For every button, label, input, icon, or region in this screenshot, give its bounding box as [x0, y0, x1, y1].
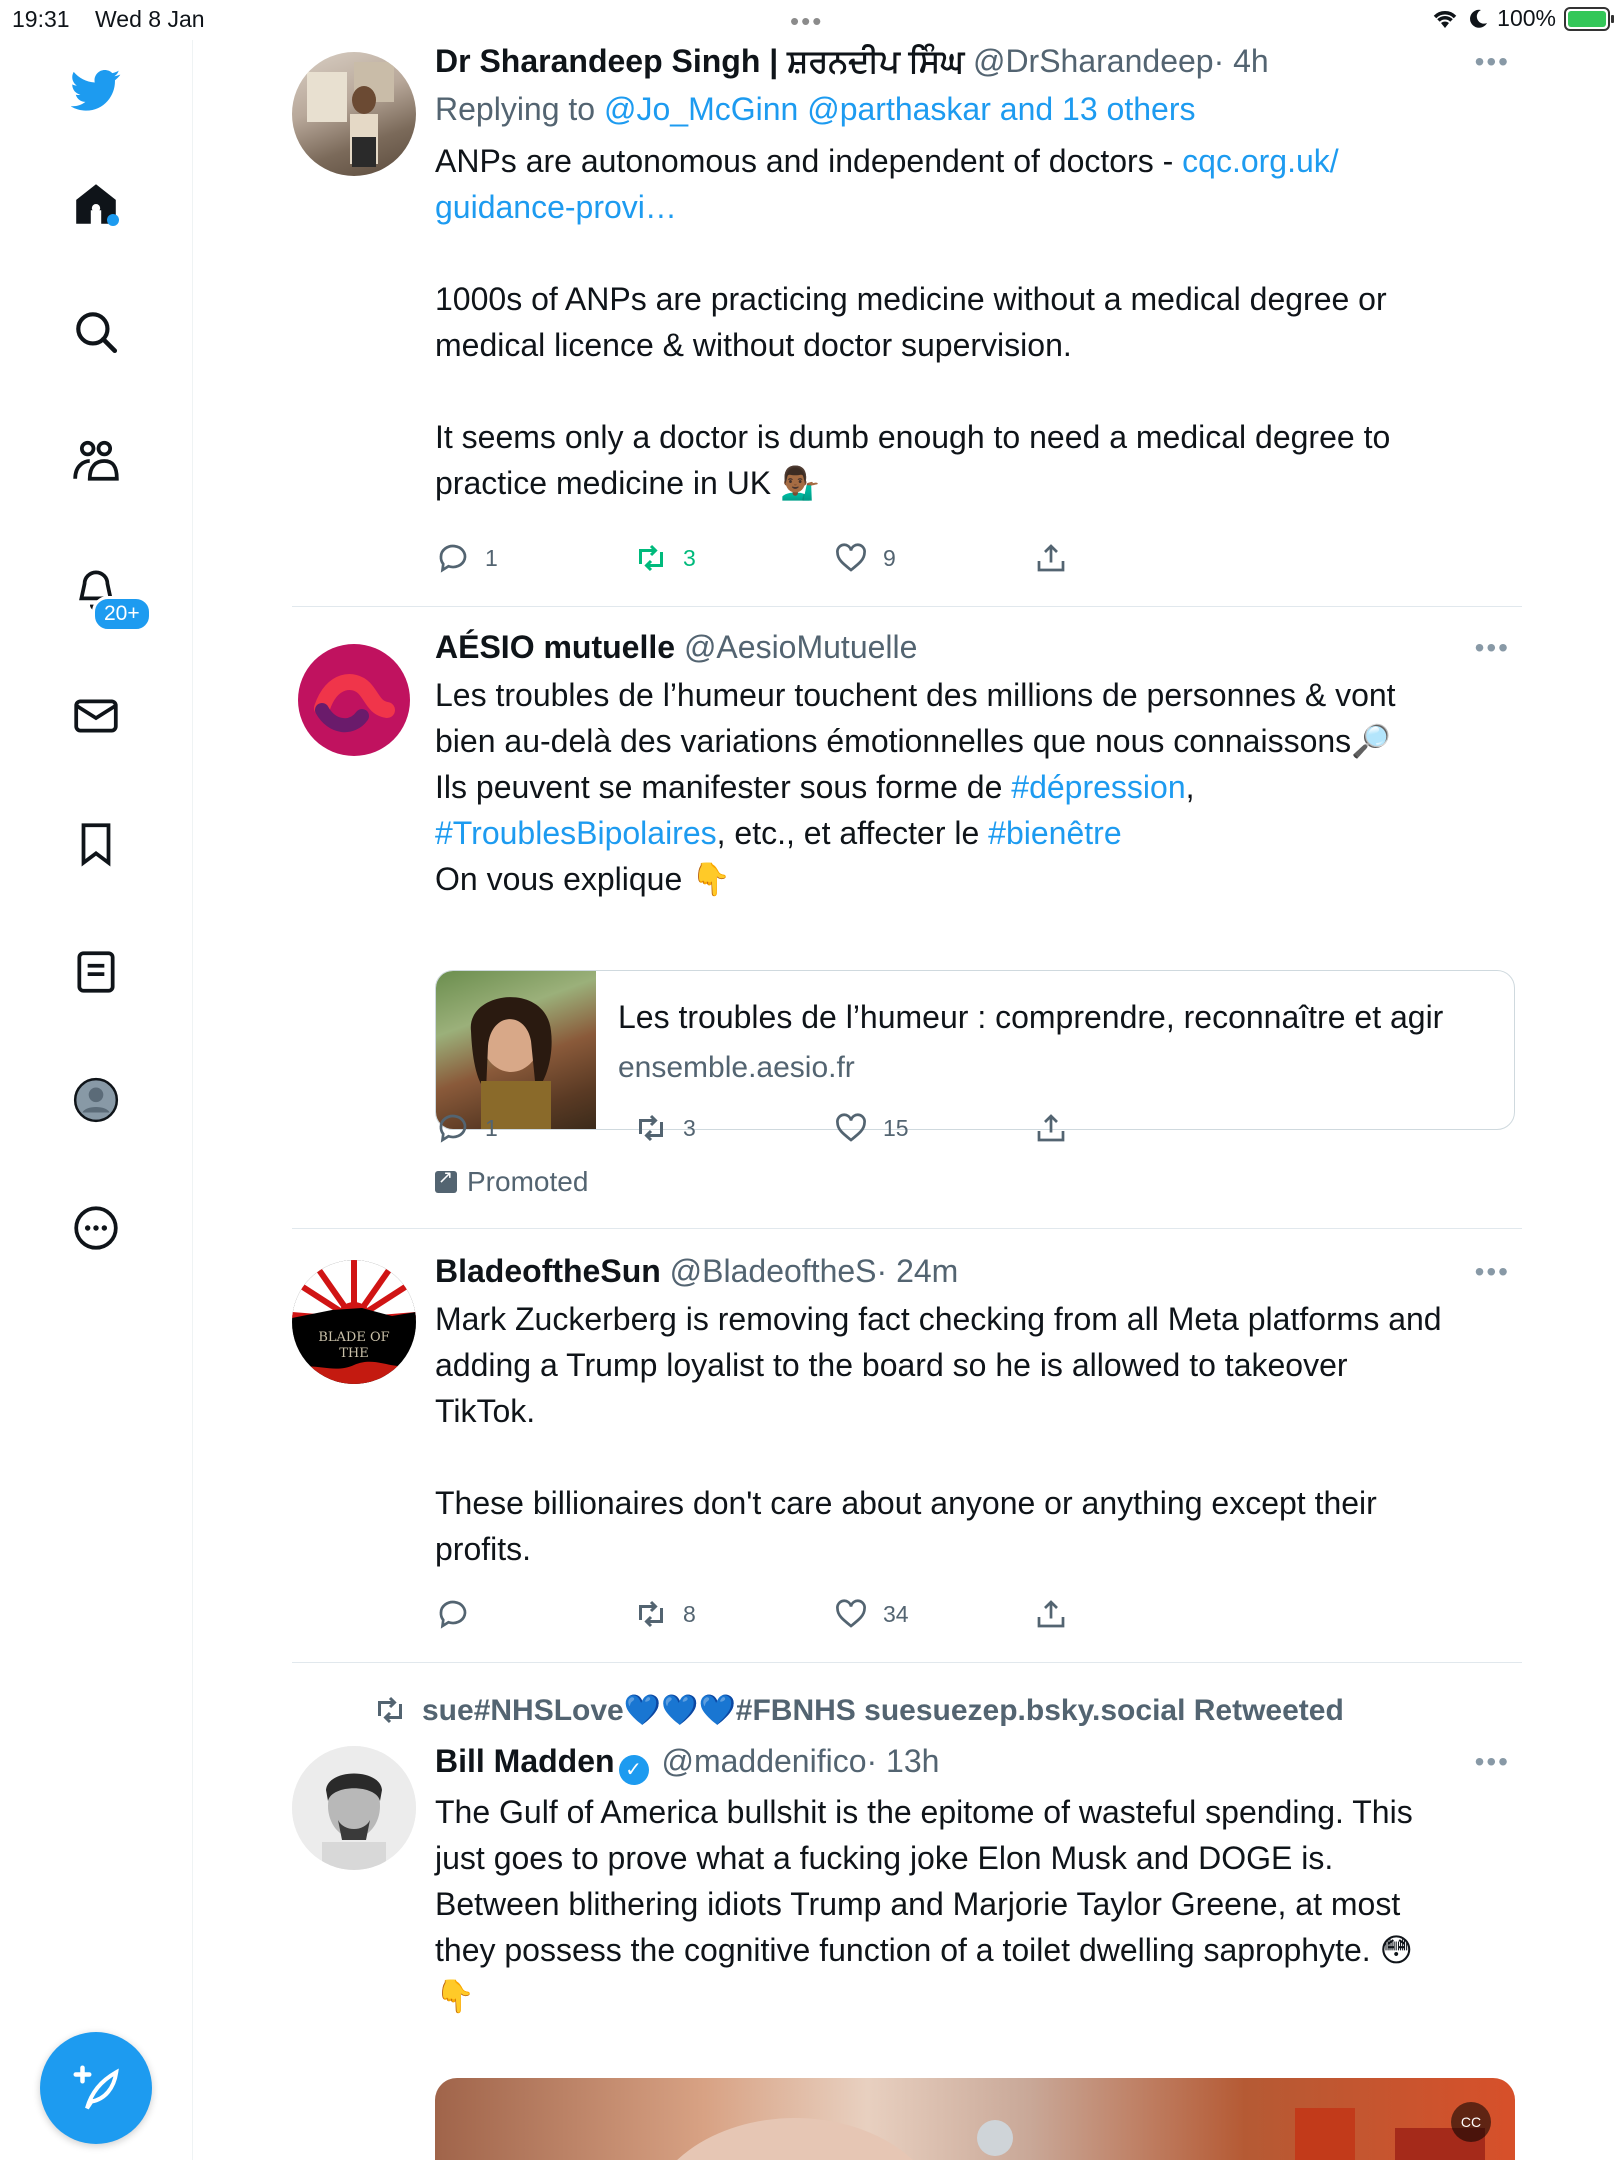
- retweet-button[interactable]: [633, 540, 696, 576]
- wifi-icon: [1431, 8, 1459, 30]
- sidebar: [0, 40, 193, 2160]
- reply-count: 1: [485, 1114, 498, 1141]
- tweet-more-icon[interactable]: •••: [1474, 1256, 1510, 1287]
- compose-feather-icon: [69, 2061, 123, 2115]
- link-card-title: Les troubles de l’humeur : comprendre, reconnaître et agir: [618, 999, 1444, 1035]
- more-options-icon[interactable]: [60, 1192, 132, 1264]
- tweet-actions: [435, 1110, 1335, 1150]
- retweet-icon: [633, 1110, 669, 1146]
- tweet-header: [435, 1250, 1515, 1292]
- compose-tweet-button[interactable]: [40, 2032, 152, 2144]
- tweet-divider: [292, 606, 1522, 607]
- multitask-dots[interactable]: •••: [790, 6, 824, 36]
- promoted-icon: [435, 1171, 457, 1193]
- share-icon: [1033, 1110, 1069, 1146]
- author-handle[interactable]: @AesioMutuelle: [683, 629, 918, 665]
- retweet-icon: [633, 540, 669, 576]
- tweet-text-part: ,: [1185, 769, 1195, 805]
- tweet-avatar[interactable]: [292, 1260, 416, 1384]
- reply-button[interactable]: [435, 540, 498, 576]
- heart-icon: [833, 540, 869, 576]
- reply-icon: [435, 1596, 471, 1632]
- like-count: 34: [883, 1600, 909, 1627]
- author-name[interactable]: Bill Madden: [435, 1743, 615, 1779]
- tweet-header: [435, 626, 1515, 668]
- reply-icon: [435, 540, 471, 576]
- tweet-line: Les troubles de l’humeur touchent des millions de personnes & vont: [435, 677, 1396, 713]
- notifications-badge: 20+: [92, 596, 152, 632]
- reply-button[interactable]: [435, 1596, 471, 1632]
- reply-button[interactable]: [435, 1110, 498, 1146]
- profile-avatar-icon[interactable]: [60, 1064, 132, 1136]
- reply-icon: [435, 1110, 471, 1146]
- tweet-line: [435, 764, 1515, 810]
- promoted-text: Promoted: [467, 1166, 589, 1197]
- search-icon[interactable]: [60, 296, 132, 368]
- moon-icon: [1467, 8, 1489, 30]
- tweet-text-part: 1000s of ANPs are practicing medicine without a medical degree or medical licence & without doctor supervision. It seems only a doctor is dumb enough to need a medical degree to practice medicine in UK 💁🏾‍♂️: [435, 281, 1391, 501]
- hashtag-link[interactable]: #TroublesBipolaires: [435, 815, 717, 851]
- tweet-header: [435, 1740, 1515, 1785]
- retweet-button[interactable]: [633, 1110, 696, 1146]
- battery-icon: [1564, 7, 1610, 31]
- retweet-icon: [633, 1596, 669, 1632]
- tweet-line: [435, 810, 1515, 856]
- author-name[interactable]: AÉSIO mutuelle: [435, 629, 676, 665]
- tweet-avatar[interactable]: [292, 1746, 416, 1870]
- author-handle[interactable]: @DrSharandeep: [972, 43, 1214, 79]
- link-card-domain: ensemble.aesio.fr: [618, 1051, 855, 1084]
- heart-icon: [833, 1110, 869, 1146]
- share-button[interactable]: [1033, 540, 1069, 576]
- battery-percent: 100%: [1497, 5, 1556, 31]
- share-button[interactable]: [1033, 1596, 1069, 1632]
- retweet-count: 8: [683, 1600, 696, 1627]
- heart-icon: [833, 1596, 869, 1632]
- tweet-header: [435, 40, 1515, 82]
- bookmarks-icon[interactable]: [60, 808, 132, 880]
- status-date: Wed 8 Jan: [95, 6, 205, 32]
- status-bar: [0, 0, 1620, 40]
- closed-captions-button[interactable]: CC: [1451, 2102, 1491, 2142]
- share-icon: [1033, 540, 1069, 576]
- tweet-text: [435, 672, 1515, 902]
- retweet-button[interactable]: [633, 1596, 696, 1632]
- tweet-text: [435, 138, 1515, 506]
- tweet-more-icon[interactable]: •••: [1474, 1746, 1510, 1777]
- author-name[interactable]: Dr Sharandeep Singh | ਸ਼ਰਨਦੀਪ ਸਿੰਘ: [435, 43, 965, 79]
- tweet-text-part: , etc., et affecter le: [716, 815, 989, 851]
- messages-icon[interactable]: [60, 680, 132, 752]
- tweet-text-part: Ils peuvent se manifester sous forme de: [435, 769, 1012, 805]
- author-name[interactable]: BladeoftheSun: [435, 1253, 661, 1289]
- share-button[interactable]: [1033, 1110, 1069, 1146]
- reply-count: 1: [485, 544, 498, 571]
- retweeted-by[interactable]: [372, 1692, 1344, 1728]
- retweeted-by-text: sue#NHSLove💙💙💙#FBNHS suesuezep.bsky.social Retweeted: [422, 1693, 1344, 1727]
- share-icon: [1033, 1596, 1069, 1632]
- tweet-avatar[interactable]: [292, 52, 416, 176]
- tweet-more-icon[interactable]: •••: [1474, 632, 1510, 663]
- communities-icon[interactable]: [60, 424, 132, 496]
- retweet-count: 3: [683, 544, 696, 571]
- replying-to-users[interactable]: @Jo_McGinn @parthaskar and 13 others: [603, 91, 1196, 127]
- tweet-text: Mark Zuckerberg is removing fact checking from all Meta platforms and adding a Trump loyalist to the board so he is allowed to takeover TikTok. These billionaires don't care about anyone or anything except their profits.: [435, 1301, 1442, 1567]
- promoted-label: [435, 1166, 588, 1198]
- like-count: 15: [883, 1114, 909, 1141]
- tweet-time: · 4h: [1213, 43, 1269, 79]
- tweet-more-icon[interactable]: •••: [1474, 46, 1510, 77]
- retweet-icon: [372, 1692, 408, 1728]
- verified-badge-icon: ✓: [619, 1755, 649, 1785]
- hashtag-link[interactable]: #bienêtre: [988, 815, 1122, 851]
- tweet-actions: [435, 540, 1335, 580]
- hashtag-link[interactable]: #dépression: [1011, 769, 1186, 805]
- tweet-link[interactable]: cqc.org.uk/ guidance-provi…: [435, 143, 1339, 225]
- author-handle[interactable]: @BladeoftheS: [669, 1253, 877, 1289]
- tweet-time: · 24m: [876, 1253, 959, 1289]
- tweet-avatar[interactable]: [292, 638, 416, 762]
- status-time: 19:31: [12, 6, 70, 32]
- like-count: 9: [883, 544, 896, 571]
- avatar-text: BLADE OF THE: [318, 1330, 390, 1361]
- tweet-line: On vous explique 👇: [435, 861, 731, 897]
- lists-icon[interactable]: [60, 936, 132, 1008]
- tweet-text: The Gulf of America bullshit is the epitome of wasteful spending. This just goes to prove what a fucking joke Elon Musk and DOGE is. Between blithering idiots Trump and Marjorie Taylor Greene, at most they possess the cognitive function of a toilet dwelling saprophyte. 😳 👇: [435, 1794, 1413, 2014]
- link-card[interactable]: [435, 970, 1515, 1130]
- home-icon[interactable]: [60, 168, 132, 240]
- like-button[interactable]: [833, 540, 896, 576]
- like-button[interactable]: [833, 1596, 909, 1632]
- tweet-video[interactable]: [435, 2078, 1515, 2160]
- replying-prefix: Replying to: [435, 91, 604, 127]
- retweet-count: 3: [683, 1114, 696, 1141]
- status-right: [1431, 5, 1610, 32]
- tweet-text-part: ANPs are autonomous and independent of doctors -: [435, 143, 1183, 179]
- tweet-actions: [435, 1596, 1335, 1636]
- home-unread-dot: [107, 214, 119, 226]
- twitter-logo-icon[interactable]: [60, 54, 132, 126]
- tweet-time: · 13h: [866, 1743, 940, 1779]
- replying-to: [435, 86, 1515, 132]
- author-handle[interactable]: @maddenifico: [661, 1743, 867, 1779]
- tweet-divider: [292, 1662, 1522, 1663]
- like-button[interactable]: [833, 1110, 909, 1146]
- tweet-divider: [292, 1228, 1522, 1229]
- tweet-line: bien au-delà des variations émotionnelles que nous connaissons🔎: [435, 723, 1391, 759]
- link-card-thumbnail: [436, 971, 596, 1130]
